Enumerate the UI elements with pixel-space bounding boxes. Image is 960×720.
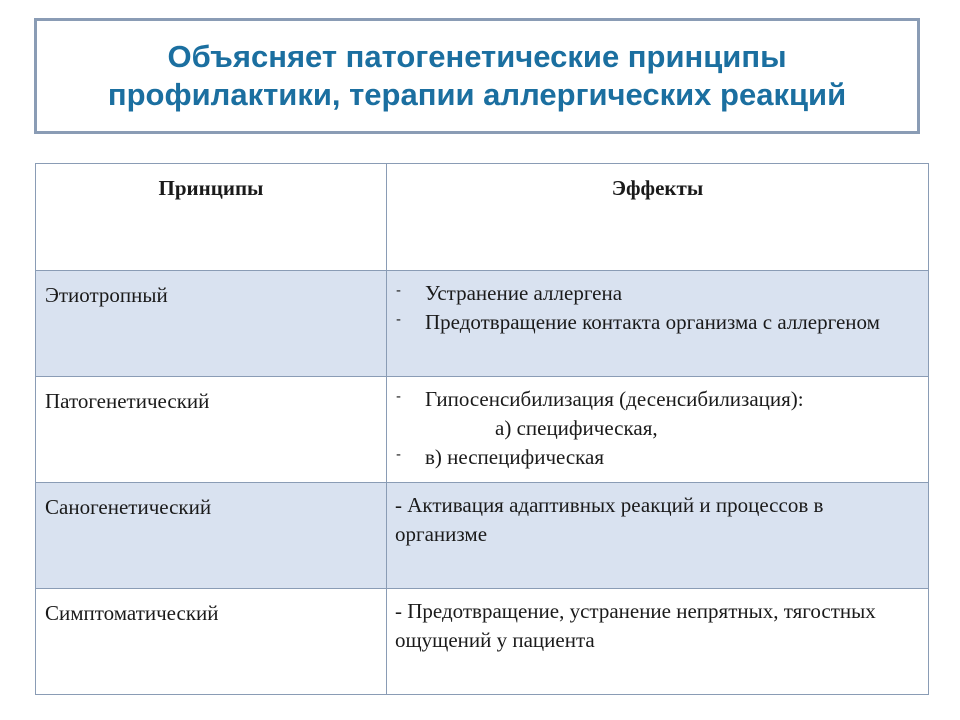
dash-bullet: -: [396, 388, 401, 405]
effect-list: [395, 385, 920, 472]
dash-bullet: -: [396, 282, 401, 299]
table-row: [36, 377, 929, 483]
dash-bullet: -: [396, 446, 401, 463]
principles-table: [35, 163, 929, 695]
list-item: [395, 385, 920, 414]
principle-cell: Патогенетический: [36, 377, 387, 483]
list-item: [395, 443, 920, 472]
header-principles: Принципы: [36, 164, 387, 271]
sub-list-item: [395, 414, 920, 443]
table-row: [36, 271, 929, 377]
effects-cell: [387, 589, 929, 695]
principle-cell: Саногенетический: [36, 483, 387, 589]
effect-list: [395, 279, 920, 337]
effects-cell: [387, 377, 929, 483]
effect-paragraph: - Активация адаптивных реакций и процессов в организме: [395, 493, 824, 546]
effect-text: в) неспецифическая: [425, 445, 605, 469]
effect-text: Устранение аллергена: [425, 281, 623, 305]
principle-cell: Этиотропный: [36, 271, 387, 377]
effect-paragraph: - Предотвращение, устранение непрятных, тягостных ощущений у пациента: [395, 599, 876, 652]
list-item: [395, 279, 920, 308]
effects-cell: [387, 483, 929, 589]
dash-bullet: -: [396, 311, 401, 328]
effect-subtext: а) специфическая,: [495, 416, 658, 440]
table-header-row: [36, 164, 929, 271]
effect-text: Гипосенсибилизация (десенсибилизация):: [425, 387, 804, 411]
table-row: [36, 483, 929, 589]
list-item: [395, 308, 920, 337]
title-box: [34, 18, 920, 134]
slide-title: Объясняет патогенетические принципы профилактики, терапии аллергических реакций: [107, 39, 847, 112]
header-effects: Эффекты: [387, 164, 929, 271]
table-row: [36, 589, 929, 695]
effects-cell: [387, 271, 929, 377]
effect-text: Предотвращение контакта организма с аллергеном: [425, 310, 880, 334]
principle-cell: Симптоматический: [36, 589, 387, 695]
